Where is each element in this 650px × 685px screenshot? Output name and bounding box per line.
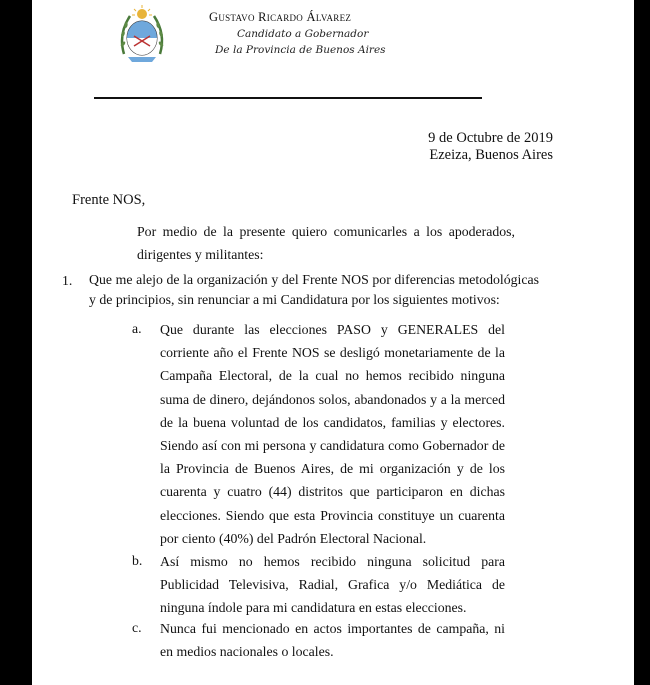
subitem-text-c: Nunca fui mencionado en actos importantes de campaña, ni en medios nacionales o locales. xyxy=(160,621,505,659)
salutation: Frente NOS, xyxy=(72,192,146,208)
letter-date: 9 de Octubre de 2019 xyxy=(428,130,553,146)
intro-paragraph: Por medio de la presente quiero comunicarles a los apoderados, dirigentes y militantes: xyxy=(137,224,515,263)
letterhead-province: De la Provincia de Buenos Aires xyxy=(215,44,386,56)
letter-place: Ezeiza, Buenos Aires xyxy=(429,147,553,163)
header-rule xyxy=(94,97,482,99)
letterhead-role: Candidato a Gobernador xyxy=(237,28,369,40)
coat-of-arms-icon xyxy=(116,4,168,66)
letter-page xyxy=(32,0,634,685)
letterhead-name: Gustavo Ricardo Álvarez xyxy=(209,10,352,24)
subitem-text-a: Que durante las elecciones PASO y GENERALES del corriente año el Frente NOS se desligó monetariamente de la Campaña Electoral, de la cual no hemos recibido ninguna suma de dinero, dejándonos solos, abandonados y a la merced de la buena voluntad de los candidatos, familias y electores. Siendo así con mi persona y candidatura como Gobernador de la Provincia de Buenos Aires, de mi organización y de los cuarenta y cuatro (44) distritos que participaron en dichas elecciones. Siendo que esta Provincia constituye un cuarenta por ciento (40%) del Padrón Electoral Nacional. xyxy=(160,322,505,546)
subitem-label-a: a. xyxy=(132,321,142,336)
item-number: 1. xyxy=(62,273,73,288)
subitem-label-b: b. xyxy=(132,553,143,568)
subitem-label-c: c. xyxy=(132,620,142,635)
item-text: Que me alejo de la organización y del Frente NOS por diferencias metodológicas y de principios, sin renunciar a mi Candidatura por los siguientes motivos: xyxy=(89,272,539,307)
subitem-text-b: Así mismo no hemos recibido ninguna solicitud para Publicidad Televisiva, Radial, Grafica y/o Mediática de ninguna índole para mi candidatura en estas elecciones. xyxy=(160,554,505,615)
